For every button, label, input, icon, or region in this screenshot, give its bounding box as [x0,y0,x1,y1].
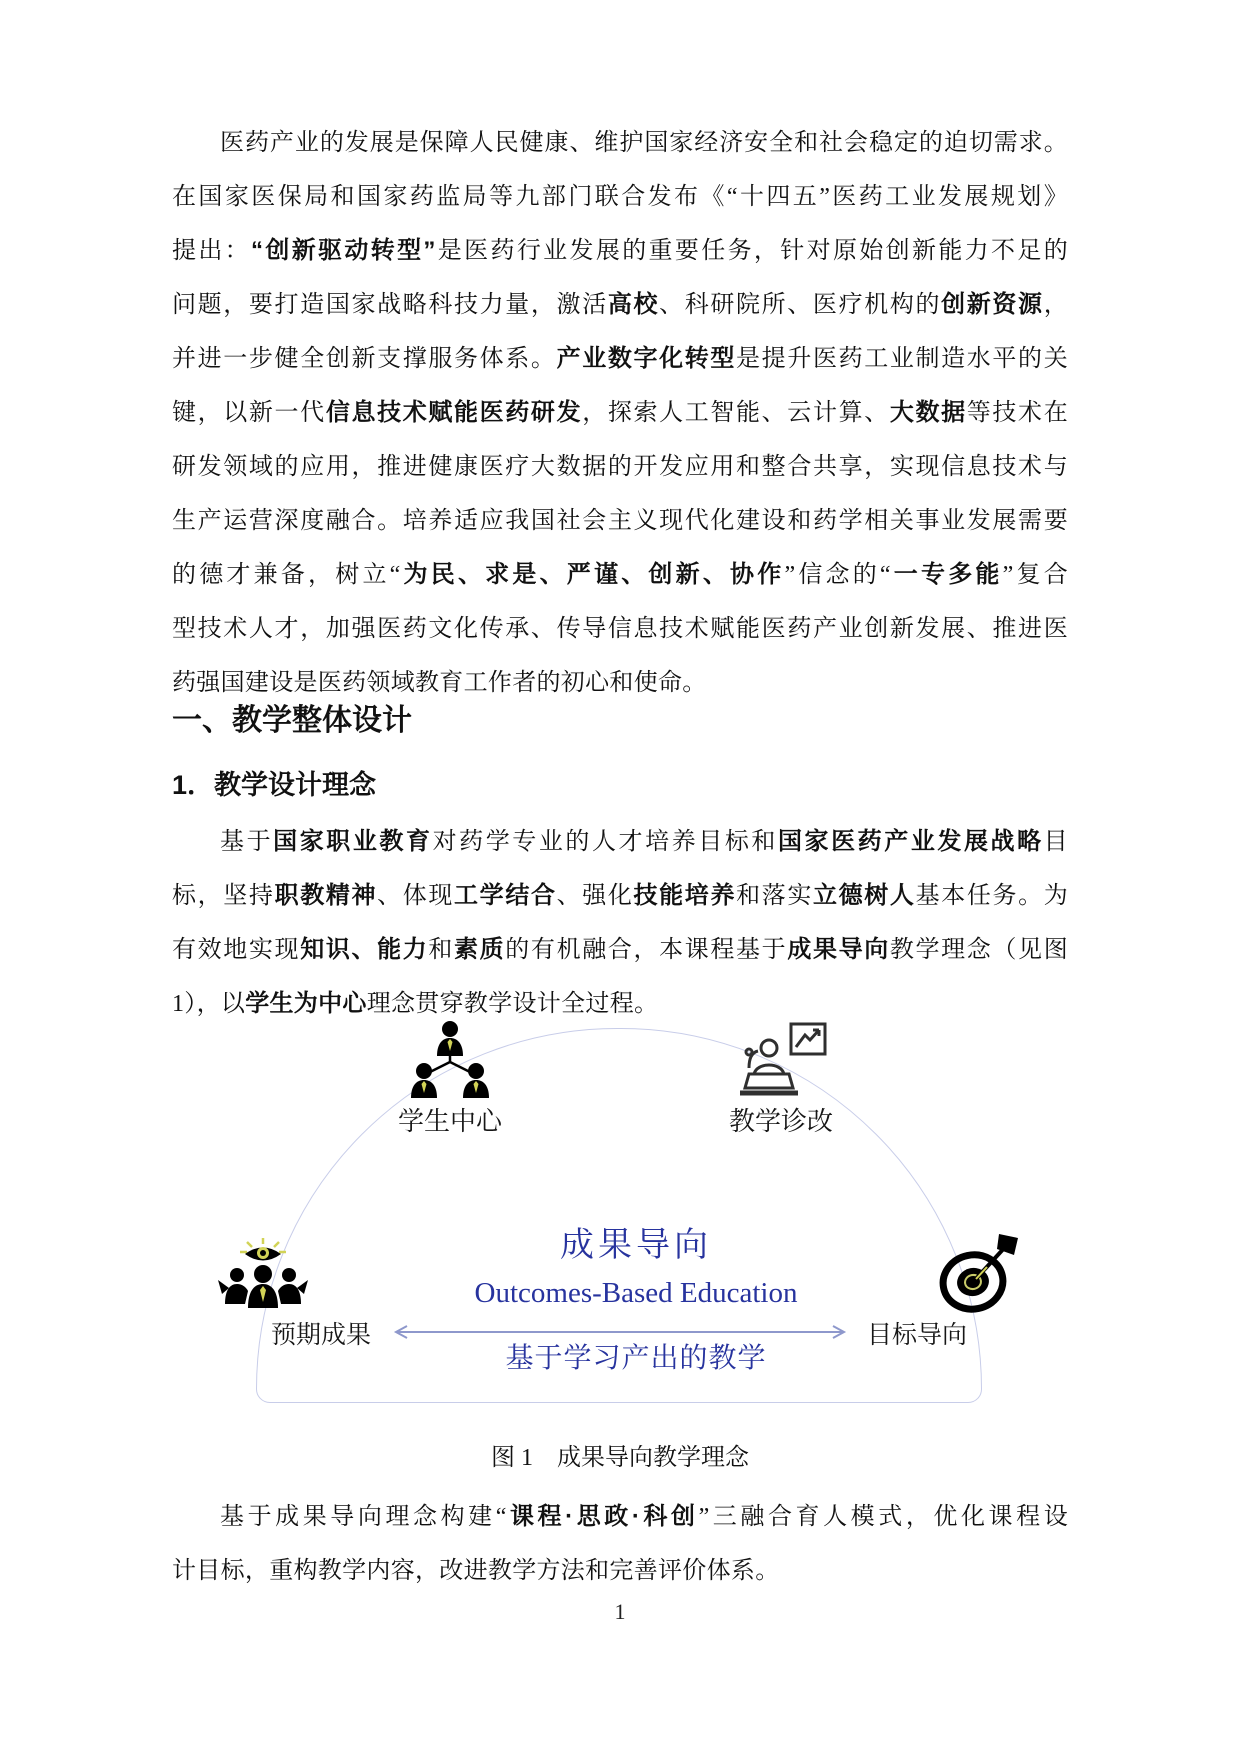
dartboard-arrow-icon [929,1232,1021,1318]
paragraph-line: 标，坚持职教精神、体现工学结合、强化技能培养和落实立德树人基本任务。为 [172,882,1069,909]
figure-center-subtitle: Outcomes-Based Education [474,1277,798,1309]
paragraph-line: 基于国家职业教育对药学专业的人才培养目标和国家医药产业发展战略目 [220,828,1068,855]
paragraph-line: 并进一步健全创新支撑服务体系。产业数字化转型是提升医药工业制造水平的关 [172,345,1068,372]
presenter-chart-icon [735,1022,827,1102]
node-label-student-center: 学生中心 [397,1106,502,1136]
paragraph-line: 有效地实现知识、能力和素质的有机融合，本课程基于成果导向教学理念（见图 [172,936,1068,963]
paragraph-line: 型技术人才，加强医药文化传承、传导信息技术赋能医药产业创新发展、推进医 [172,616,1068,642]
paragraph-line: 提出：“创新驱动转型”是医药行业发展的重要任务，针对原始创新能力不足的 [172,237,1068,264]
vision-people-icon [217,1238,309,1320]
paragraph-line: 的德才兼备，树立“为民、求是、严谨、创新、协作”信念的“一专多能”复合 [172,561,1069,588]
paragraph-line: 问题，要打造国家战略科技力量，激活高校、科研院所、医疗机构的创新资源， [172,291,1068,318]
paragraph-line: 基于成果导向理念构建“课程·思政·科创”三融合育人模式，优化课程设 [220,1503,1068,1530]
obe-figure [172,1020,1068,1435]
paragraph-line: 生产运营深度融合。培养适应我国社会主义现代化建设和药学相关事业发展需要 [172,508,1068,534]
double-arrow [385,1325,855,1339]
design-concept-paragraph [172,815,1068,1031]
paragraph-line: 医药产业的发展是保障人民健康、维护国家经济安全和社会稳定的迫切需求。 [220,130,1068,156]
intro-paragraph [172,116,1068,710]
page-number: 1 [614,1599,626,1624]
paragraph-line: 计目标，重构教学内容，改进教学方法和完善评价体系。 [172,1558,780,1584]
paragraph-line: 1），以学生为中心理念贯穿教学设计全过程。 [172,990,659,1017]
paragraph-line: 研发领域的应用，推进健康医疗大数据的开发应用和整合共享，实现信息技术与 [172,454,1068,480]
node-label-teaching-diagnosis: 教学诊改 [728,1106,833,1136]
paragraph-line: 在国家医保局和国家药监局等九部门联合发布《“十四五”医药工业发展规划》 [172,184,1068,210]
subsection-heading: 1．教学设计理念 [172,770,377,800]
paragraph-line: 键，以新一代信息技术赋能医药研发，探索人工智能、云计算、大数据等技术在 [172,399,1068,426]
paragraph-line: 药强国建设是医药领域教育工作者的初心和使命。 [172,670,707,696]
section-heading: 一、教学整体设计 [172,704,412,737]
figure-center-title: 成果导向 [560,1226,712,1264]
figure-center-bottom-text: 基于学习产出的教学 [505,1342,767,1373]
people-group-icon [404,1020,496,1104]
figure-caption: 图 1 成果导向教学理念 [491,1445,749,1471]
node-label-expected-outcomes: 预期成果 [270,1321,371,1349]
node-label-goal-oriented: 目标导向 [866,1321,967,1349]
closing-paragraph [172,1490,1068,1598]
